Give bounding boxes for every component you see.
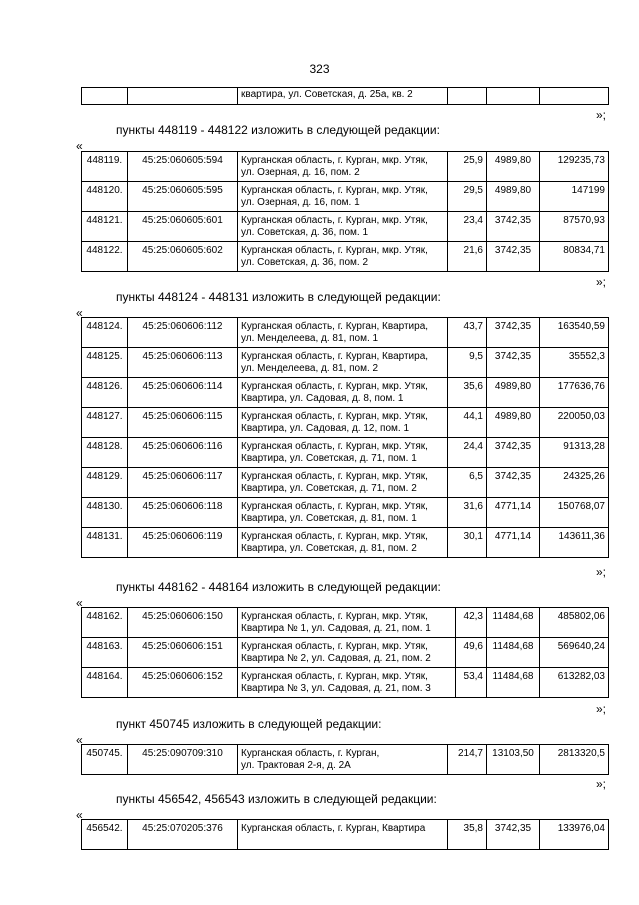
address-line-2: Квартира, ул. Советская, д. 71, пом. 1 [241, 453, 417, 464]
section-heading: пункт 450745 изложить в следующей редакции: [116, 717, 382, 731]
cell-total: 150768,07 [540, 498, 609, 528]
cell-address [238, 242, 448, 272]
cell-area: 53,4 [456, 668, 487, 698]
cell-cadastral: 45:25:060605:594 [128, 152, 238, 182]
cell-area: 9,5 [448, 348, 487, 378]
cell-cadastral: 45:25:090709:310 [128, 745, 238, 775]
opening-quote-mark: « [76, 306, 83, 320]
cell-area: 44,1 [448, 408, 487, 438]
address-line-2: ул. Советская, д. 36, пом. 1 [241, 227, 369, 238]
cell-total: 35552,3 [540, 348, 609, 378]
cell-price: 13103,50 [487, 745, 540, 775]
cell-num: 448122. [82, 242, 128, 272]
cell-cadastral: 45:25:060605:595 [128, 182, 238, 212]
cell-area: 35,6 [448, 378, 487, 408]
cell-price [487, 88, 540, 105]
address-line-1: Курганская область, г. Курган, [241, 748, 380, 759]
cell-total: 569640,24 [540, 638, 609, 668]
address-line-2: Квартира № 2, ул. Садовая, д. 21, пом. 2 [241, 653, 431, 664]
cell-address [238, 745, 448, 775]
cell-num: 448124. [82, 318, 128, 348]
cell-total: 143611,36 [540, 528, 609, 558]
table-row [82, 408, 609, 438]
table-row [82, 152, 609, 182]
address-line-2: Квартира, ул. Советская, д. 81, пом. 2 [241, 543, 417, 554]
cell-total: 87570,93 [540, 212, 609, 242]
address-line-1: Курганская область, г. Курган, мкр. Утяк, [241, 441, 428, 452]
cell-price: 3742,35 [487, 318, 540, 348]
address-line-1: Курганская область, г. Курган, мкр. Утяк, [241, 215, 428, 226]
cell-num: 448121. [82, 212, 128, 242]
cell-num: 448120. [82, 182, 128, 212]
cell-area: 35,8 [448, 820, 487, 850]
cell-price: 4771,14 [487, 528, 540, 558]
cell-cadastral: 45:25:060606:114 [128, 378, 238, 408]
cell-total: 613282,03 [540, 668, 609, 698]
address-line-1: Курганская область, г. Курган, Квартира, [241, 321, 429, 332]
table-row [82, 468, 609, 498]
closing-quote-mark: »; [596, 777, 607, 791]
cell-num: 450745. [82, 745, 128, 775]
cell-num: 448126. [82, 378, 128, 408]
cell-cadastral: 45:25:060606:152 [128, 668, 238, 698]
cell-num: 448125. [82, 348, 128, 378]
cell-price: 4771,14 [487, 498, 540, 528]
table-row [82, 212, 609, 242]
table-row [82, 668, 609, 698]
section-table [81, 744, 609, 775]
address-line-1: Курганская область, г. Курган, мкр. Утяк, [241, 245, 428, 256]
section-heading: пункты 448119 - 448122 изложить в следующей редакции: [116, 123, 440, 137]
cell-total: 147199 [540, 182, 609, 212]
cell-total: 163540,59 [540, 318, 609, 348]
cell-cadastral: 45:25:060606:113 [128, 348, 238, 378]
cell-num: 448119. [82, 152, 128, 182]
cell-cadastral: 45:25:060605:601 [128, 212, 238, 242]
address-line-2: ул. Менделеева, д. 81, пом. 2 [241, 363, 379, 374]
address-line-1: Курганская область, г. Курган, мкр. Утяк, [241, 411, 428, 422]
cell-address [238, 378, 448, 408]
cell-address [238, 408, 448, 438]
cell-price: 3742,35 [487, 468, 540, 498]
section-heading: пункты 448162 - 448164 изложить в следующей редакции: [116, 580, 441, 594]
continuation-table [81, 87, 609, 105]
closing-quote-mark: »; [596, 275, 607, 289]
cell-cadastral: 45:25:060605:602 [128, 242, 238, 272]
address-line-2: Квартира № 1, ул. Садовая, д. 21, пом. 1 [241, 623, 431, 634]
opening-quote-mark: « [76, 733, 83, 747]
address-line-1: Курганская область, г. Курган, мкр. Утяк, [241, 185, 428, 196]
address-line-1: Курганская область, г. Курган, Квартира [241, 823, 426, 834]
address-line-1: Курганская область, г. Курган, мкр. Утяк, [241, 531, 428, 542]
cell-price: 3742,35 [487, 820, 540, 850]
cell-price: 11484,68 [487, 608, 540, 638]
address-line-1: Курганская область, г. Курган, Квартира, [241, 351, 429, 362]
cell-address [238, 608, 456, 638]
table-row [82, 88, 609, 105]
cell-address [238, 348, 448, 378]
closing-quote-mark: »; [596, 565, 607, 579]
address-line-2: ул. Озерная, д. 16, пом. 1 [241, 197, 360, 208]
cell-total: 24325,26 [540, 468, 609, 498]
table-row [82, 182, 609, 212]
cell-price: 4989,80 [487, 378, 540, 408]
cell-num: 448128. [82, 438, 128, 468]
cell-price: 4989,80 [487, 182, 540, 212]
cell-address [238, 498, 448, 528]
cell-area: 29,5 [448, 182, 487, 212]
cell-total [540, 88, 609, 105]
cell-area: 23,4 [448, 212, 487, 242]
cell-num: 448127. [82, 408, 128, 438]
table-row [82, 348, 609, 378]
cell-total: 485802,06 [540, 608, 609, 638]
table-row [82, 820, 609, 850]
address-line-2: ул. Советская, д. 36, пом. 2 [241, 257, 369, 268]
cell-num: 448131. [82, 528, 128, 558]
cell-area: 214,7 [448, 745, 487, 775]
cell-area: 25,9 [448, 152, 487, 182]
cell-address [238, 152, 448, 182]
cell-cadastral [128, 88, 238, 105]
cell-address [238, 318, 448, 348]
section-heading: пункты 448124 - 448131 изложить в следующей редакции: [116, 290, 441, 304]
table-row [82, 242, 609, 272]
cell-area: 43,7 [448, 318, 487, 348]
cell-area: 30,1 [448, 528, 487, 558]
cell-address [238, 438, 448, 468]
address-line-2: Квартира, ул. Советская, д. 71, пом. 2 [241, 483, 417, 494]
opening-quote-mark: « [76, 808, 83, 822]
address-line-2: ул. Менделеева, д. 81, пом. 1 [241, 333, 379, 344]
cell-total: 133976,04 [540, 820, 609, 850]
address-line-1: Курганская область, г. Курган, мкр. Утяк, [241, 471, 428, 482]
address-line-2: Квартира, ул. Садовая, д. 8, пом. 1 [241, 393, 404, 404]
opening-quote-mark: « [76, 596, 83, 610]
cell-price: 11484,68 [487, 668, 540, 698]
cell-address [238, 212, 448, 242]
cell-price: 3742,35 [487, 438, 540, 468]
section-table [81, 151, 609, 272]
closing-quote-mark: »; [596, 108, 607, 122]
table-row [82, 608, 609, 638]
opening-quote-mark: « [76, 139, 83, 153]
table-row [82, 745, 609, 775]
section-table [81, 819, 609, 850]
address-line-1: Курганская область, г. Курган, мкр. Утяк, [241, 501, 428, 512]
cell-num: 448130. [82, 498, 128, 528]
cell-cadastral: 45:25:060606:116 [128, 438, 238, 468]
address-line-2: Квартира, ул. Советская, д. 81, пом. 1 [241, 513, 417, 524]
cell-num [82, 88, 128, 105]
table-row [82, 528, 609, 558]
cell-address [238, 528, 448, 558]
cell-num: 456542. [82, 820, 128, 850]
table-row [82, 318, 609, 348]
cell-total: 220050,03 [540, 408, 609, 438]
cell-price: 4989,80 [487, 152, 540, 182]
cell-total: 177636,76 [540, 378, 609, 408]
table-row [82, 638, 609, 668]
cell-address [238, 182, 448, 212]
section-heading: пункты 456542, 456543 изложить в следующей редакции: [116, 792, 437, 806]
cell-area: 49,6 [456, 638, 487, 668]
cell-area: 21,6 [448, 242, 487, 272]
cell-cadastral: 45:25:060606:150 [128, 608, 238, 638]
cell-price: 3742,35 [487, 348, 540, 378]
address-line-2: ул. Озерная, д. 16, пом. 2 [241, 167, 360, 178]
cell-area: 6,5 [448, 468, 487, 498]
cell-cadastral: 45:25:060606:117 [128, 468, 238, 498]
cell-cadastral: 45:25:060606:118 [128, 498, 238, 528]
address-line-1: Курганская область, г. Курган, мкр. Утяк, [241, 155, 428, 166]
cell-address [238, 820, 448, 850]
table-row [82, 438, 609, 468]
section-table [81, 607, 609, 698]
closing-quote-mark: »; [596, 702, 607, 716]
cell-address [238, 668, 456, 698]
cell-price: 4989,80 [487, 408, 540, 438]
cell-total: 91313,28 [540, 438, 609, 468]
table-row [82, 498, 609, 528]
cell-address [238, 638, 456, 668]
cell-num: 448129. [82, 468, 128, 498]
cell-price: 3742,35 [487, 212, 540, 242]
cell-cadastral: 45:25:060606:119 [128, 528, 238, 558]
cell-cadastral: 45:25:060606:151 [128, 638, 238, 668]
cell-cadastral: 45:25:070205:376 [128, 820, 238, 850]
cell-address [238, 468, 448, 498]
table-row [82, 378, 609, 408]
address-line-2: Квартира № 3, ул. Садовая, д. 21, пом. 3 [241, 683, 431, 694]
cell-total: 129235,73 [540, 152, 609, 182]
section-table [81, 317, 609, 558]
address-line-1: Курганская область, г. Курган, мкр. Утяк, [241, 611, 428, 622]
cell-num: 448162. [82, 608, 128, 638]
address-line-1: Курганская область, г. Курган, мкр. Утяк, [241, 671, 428, 682]
address-line-1: Курганская область, г. Курган, мкр. Утяк, [241, 381, 428, 392]
cell-cadastral: 45:25:060606:115 [128, 408, 238, 438]
cell-area [448, 88, 487, 105]
cell-num: 448164. [82, 668, 128, 698]
cell-total: 80834,71 [540, 242, 609, 272]
cell-price: 11484,68 [487, 638, 540, 668]
address-line-2: Квартира, ул. Садовая, д. 12, пом. 1 [241, 423, 410, 434]
address-line-2: ул. Трактовая 2-я, д. 2А [241, 760, 351, 771]
cell-num: 448163. [82, 638, 128, 668]
cell-cadastral: 45:25:060606:112 [128, 318, 238, 348]
cell-total: 2813320,5 [540, 745, 609, 775]
cell-price: 3742,35 [487, 242, 540, 272]
cell-address: квартира, ул. Советская, д. 25а, кв. 2 [238, 88, 448, 105]
cell-area: 31,6 [448, 498, 487, 528]
page-number: 323 [309, 62, 330, 76]
address-line-1: Курганская область, г. Курган, мкр. Утяк, [241, 641, 428, 652]
cell-area: 24,4 [448, 438, 487, 468]
cell-area: 42,3 [456, 608, 487, 638]
